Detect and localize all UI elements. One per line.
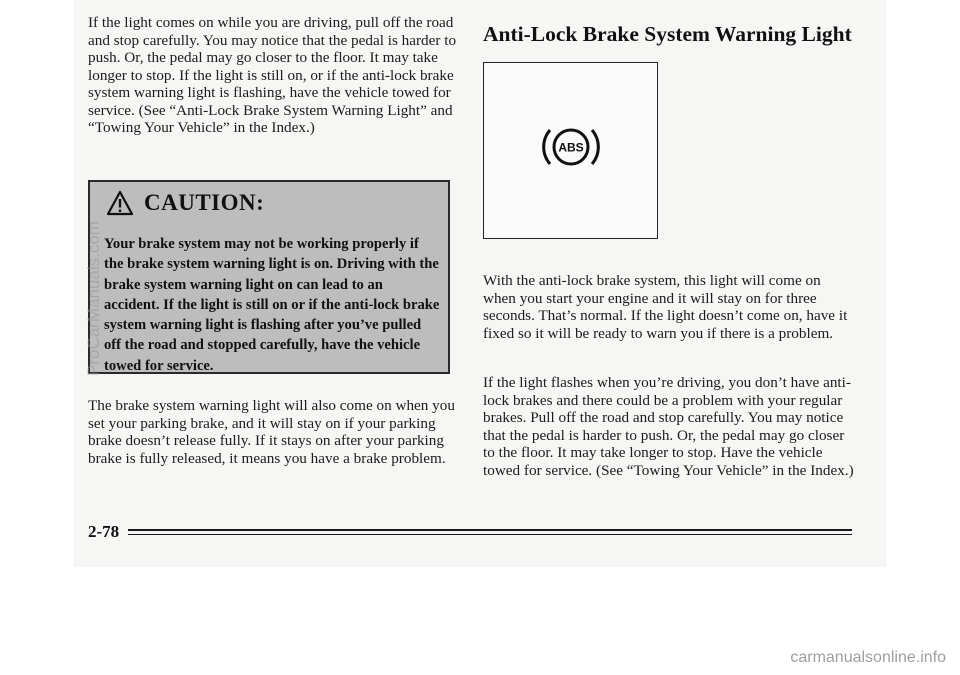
- abs-paragraph-2: If the light flashes when you’re driving, you don’t have anti-lock brakes and there could be a problem with your regular brakes. Pull off the road and stop carefully. You may notice that the pedal is harder to push. Or, the pedal may go closer to the floor. It may take longer to stop. Have the vehicle towed for service. (See “Towing Your Vehicle” in the Index.): [483, 374, 854, 479]
- abs-light-figure: [483, 62, 658, 239]
- caution-title: CAUTION:: [144, 190, 265, 215]
- caution-body: Your brake system may not be working properly if the brake system warning light is on. Driving with the brake system warning light on can lead to an accident. If the light is still on or if the anti-lock brake system warning light is flashing after you’ve pulled off the road and stopped carefully, have the vehicle towed for service.: [104, 236, 440, 374]
- abs-icon-label: ABS: [558, 140, 584, 155]
- abs-warning-icon: [536, 118, 606, 176]
- footer-rule: [128, 529, 852, 531]
- page-number: 2-78: [88, 522, 120, 541]
- caution-box: [88, 180, 450, 374]
- caution-header: [106, 190, 264, 216]
- warning-triangle-icon: [106, 190, 134, 216]
- vertical-watermark: ProCarManuals.com: [84, 221, 103, 376]
- parking-brake-paragraph: The brake system warning light will also come on when you set your parking brake, and it will stay on if your parking brake doesn’t release fully. If it stays on after your parking brake is fully released, it means you have a brake problem.: [88, 397, 455, 467]
- site-watermark[interactable]: carmanualsonline.info: [790, 649, 946, 666]
- footer-rule-thin: [128, 534, 852, 535]
- abs-paragraph-1: With the anti-lock brake system, this light will come on when you start your engine and it will stay on for three seconds. That’s normal. If the light doesn’t come on, have it fixed so it will be ready to warn you if there is a problem.: [483, 272, 848, 342]
- section-heading: Anti-Lock Brake System Warning Light: [483, 22, 852, 46]
- intro-paragraph: If the light comes on while you are driving, pull off the road and stop carefully. You may notice that the pedal is harder to push. Or, the pedal may go closer to the floor. It may take longer to stop. If the light is still on, or if the anti-lock brake system warning light is flashing, have the vehicle towed for service. (See “Anti-Lock Brake System Warning Light” and “Towing Your Vehicle” in the Index.): [88, 14, 457, 136]
